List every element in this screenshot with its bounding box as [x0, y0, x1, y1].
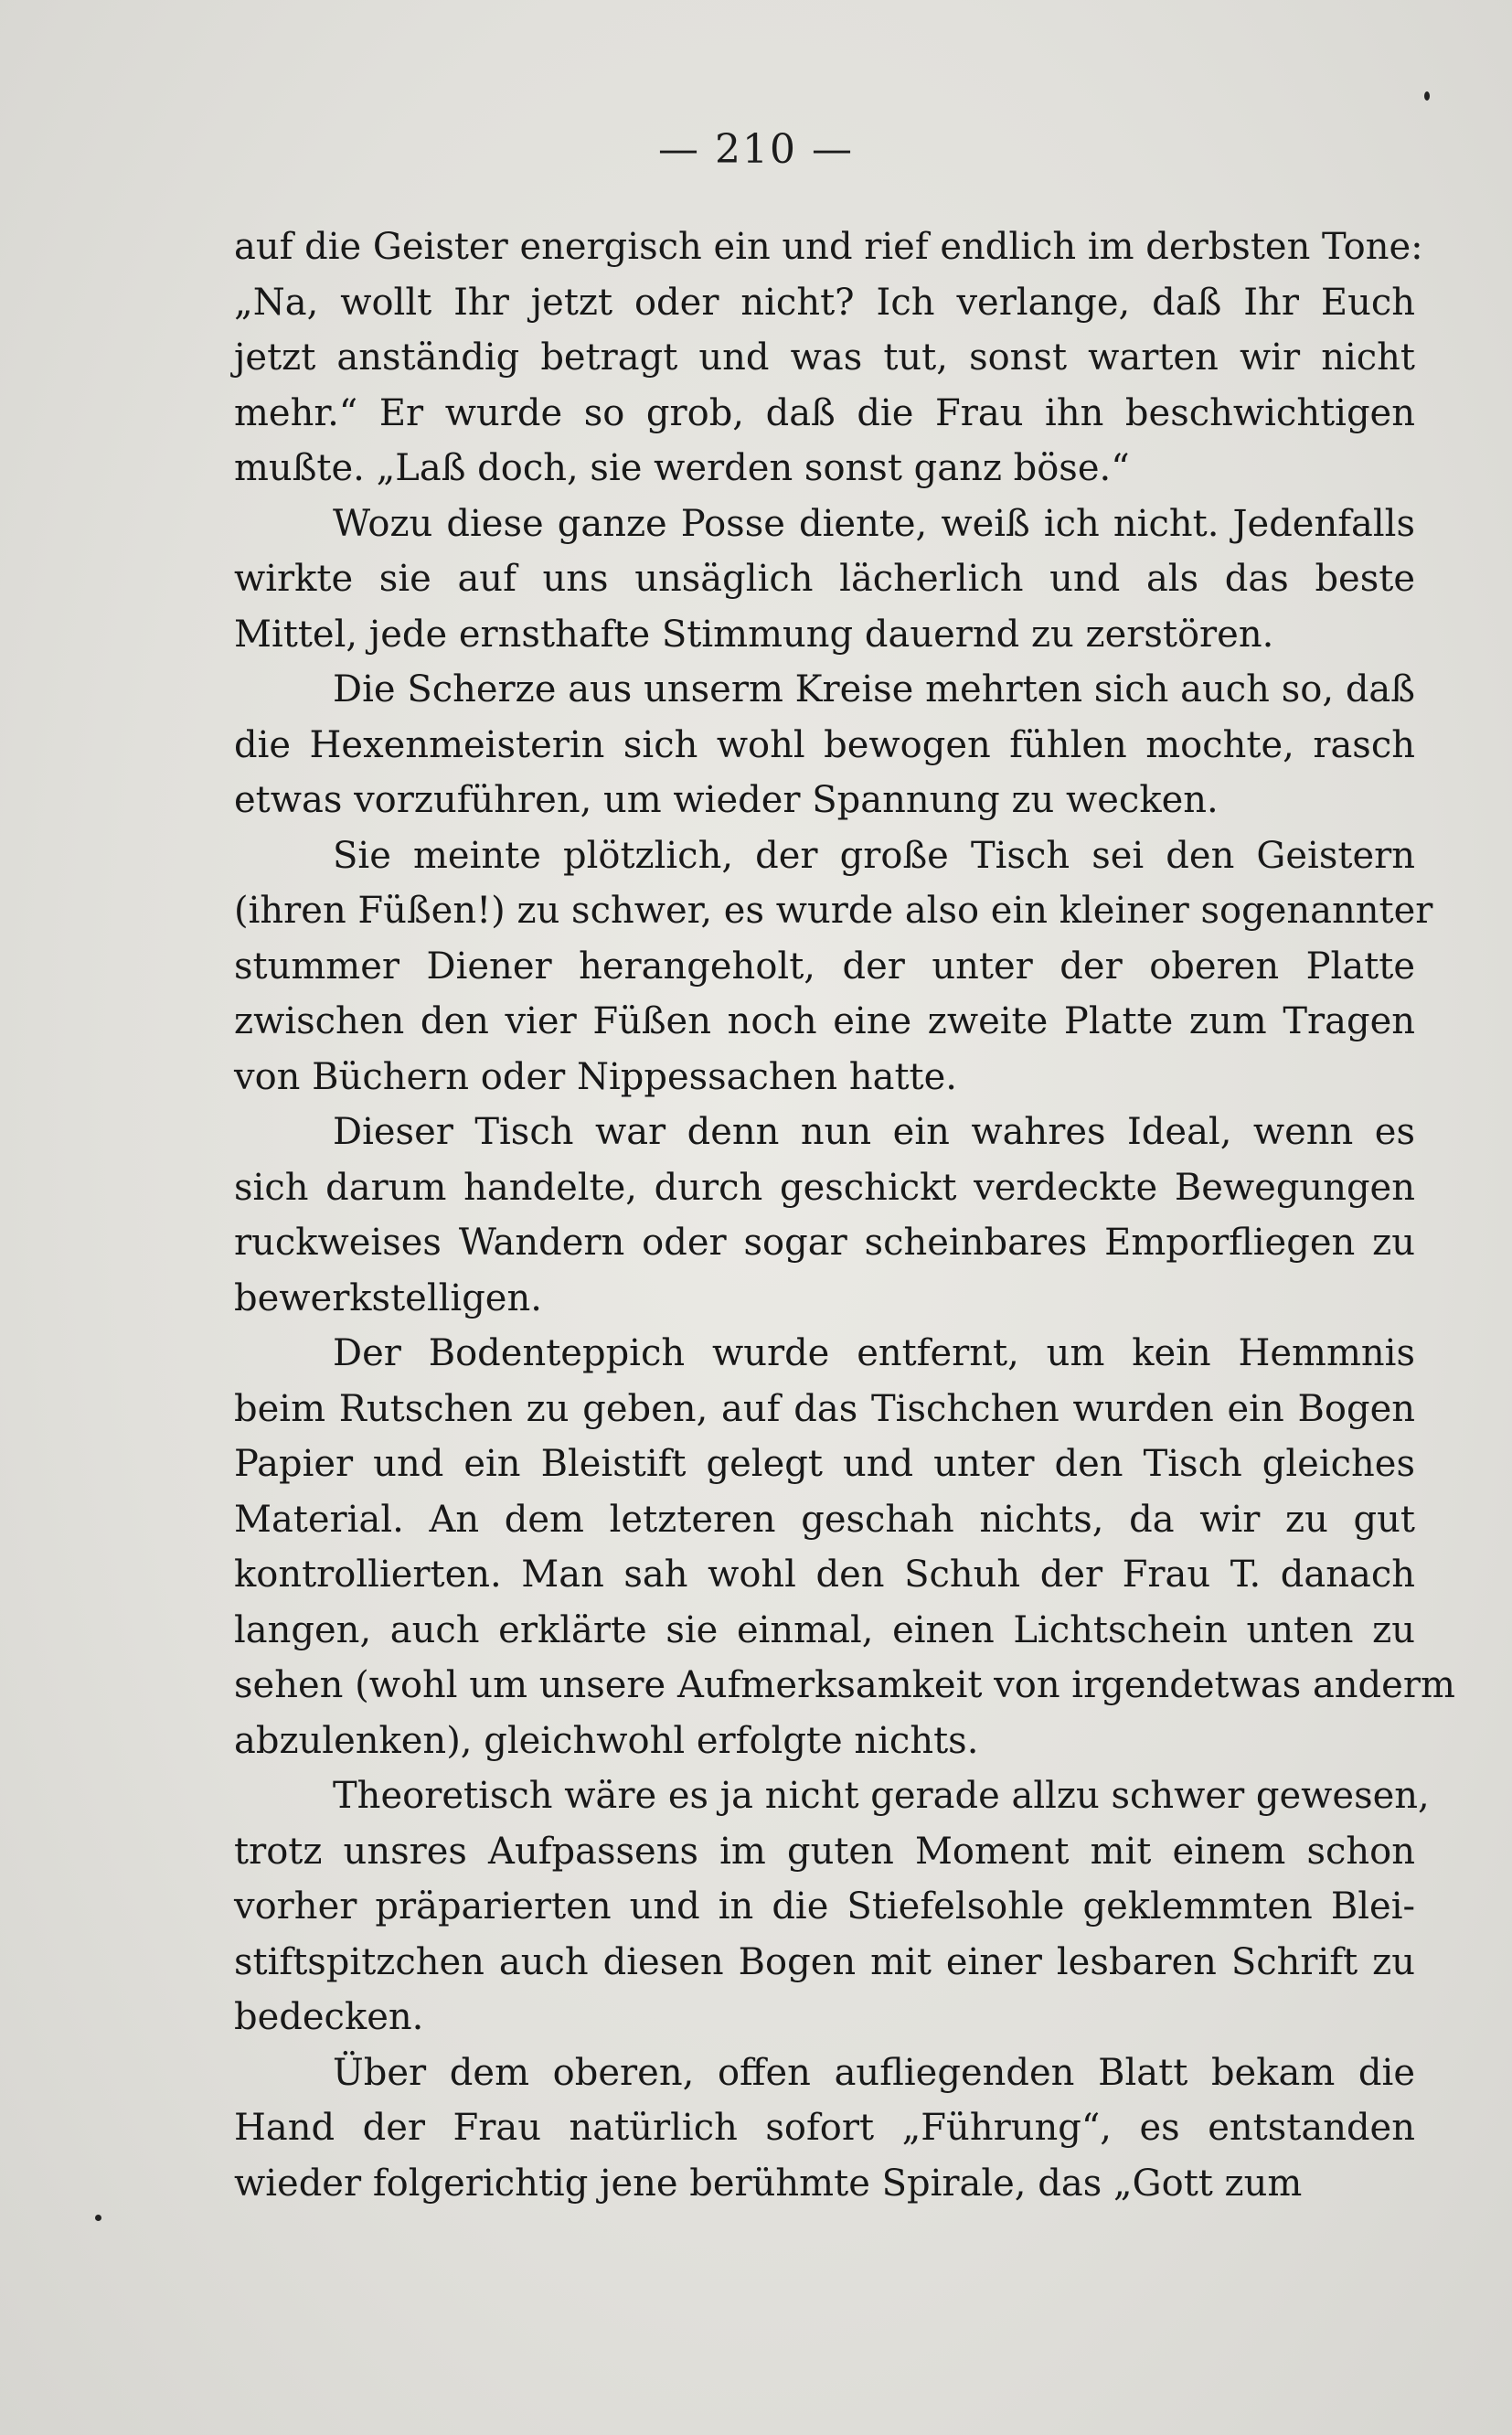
ink-speck — [95, 2215, 101, 2221]
text-line: jetzt anständig betragt und was tut, sonst warten wir nicht — [234, 336, 1415, 379]
text-line: sich darum handelte, durch geschickt verdeckte Bewegungen — [234, 1166, 1415, 1209]
text-line: Über dem oberen, offen aufliegenden Blatt bekam die — [333, 2051, 1415, 2094]
body-text — [234, 219, 1455, 2211]
text-line: mehr.“ Er wurde so grob, daß die Frau ihn beschwichtigen — [234, 391, 1415, 434]
text-line: stiftspitzchen auch diesen Bogen mit einer lesbaren Schrift zu — [234, 1940, 1415, 1983]
text-line: (ihren Füßen!) zu schwer, es wurde also ein kleiner sogenannter — [234, 890, 1433, 932]
text-line: wirkte sie auf uns unsäglich lächerlich und als das beste — [234, 558, 1415, 600]
text-line: wieder folgerichtig jene berühmte Spirale, das „Gott zum — [234, 2162, 1303, 2205]
text-line: Der Bodenteppich wurde entfernt, um kein Hemmnis — [333, 1332, 1415, 1374]
text-line: Hand der Frau natürlich sofort „Führung“, es entstanden — [234, 2107, 1415, 2149]
text-line: langen, auch erklärte sie einmal, einen Lichtschein unten zu — [234, 1608, 1415, 1651]
text-line: abzulenken), gleichwohl erfolgte nichts. — [234, 1719, 979, 1762]
text-line: auf die Geister energisch ein und rief endlich im derbsten Tone: — [234, 226, 1423, 268]
text-line: bedecken. — [234, 1996, 424, 2038]
text-line: kontrollierten. Man sah wohl den Schuh der Frau T. danach — [234, 1554, 1415, 1596]
text-line: ruckweises Wandern oder sogar scheinbares Emporfliegen zu — [234, 1222, 1415, 1264]
text-line: Dieser Tisch war denn nun ein wahres Ideal, wenn es — [333, 1111, 1415, 1153]
page-number: — 210 — — [658, 126, 854, 173]
text-line: Wozu diese ganze Posse diente, weiß ich nicht. Jedenfalls — [333, 502, 1415, 545]
text-line: beim Rutschen zu geben, auf das Tischchen wurden ein Bogen — [234, 1387, 1415, 1430]
text-line: Sie meinte plötzlich, der große Tisch sei den Geistern — [333, 834, 1415, 877]
text-line: die Hexenmeisterin sich wohl bewogen fühlen mochte, rasch — [234, 723, 1415, 766]
text-line: Papier und ein Bleistift gelegt und unter den Tisch gleiches — [234, 1443, 1415, 1485]
ink-speck — [1424, 91, 1430, 101]
text-line: mußte. „Laß doch, sie werden sonst ganz böse.“ — [234, 447, 1130, 489]
text-line: vorher präparierten und in die Stiefelsohle geklemmten Blei- — [234, 1885, 1415, 1928]
text-line: bewerkstelligen. — [234, 1276, 542, 1319]
text-line: zwischen den vier Füßen noch eine zweite Platte zum Tragen — [234, 1000, 1415, 1042]
text-line: „Na, wollt Ihr jetzt oder nicht? Ich verlange, daß Ihr Euch — [234, 281, 1415, 324]
text-line: von Büchern oder Nippessachen hatte. — [234, 1055, 957, 1098]
text-line: Theoretisch wäre es ja nicht gerade allzu schwer gewesen, — [333, 1775, 1430, 1817]
text-line: Die Scherze aus unserm Kreise mehrten sich auch so, daß — [333, 668, 1415, 710]
text-line: etwas vorzuführen, um wieder Spannung zu wecken. — [234, 779, 1219, 821]
text-line: Material. An dem letzteren geschah nichts, da wir zu gut — [234, 1498, 1415, 1541]
text-line: stummer Diener herangeholt, der unter der oberen Platte — [234, 945, 1415, 988]
text-line: Mittel, jede ernsthafte Stimmung dauernd zu zerstören. — [234, 613, 1274, 656]
text-line: sehen (wohl um unsere Aufmerksamkeit von irgendetwas anderm — [234, 1664, 1455, 1706]
text-line: trotz unsres Aufpassens im guten Moment mit einem schon — [234, 1830, 1415, 1873]
